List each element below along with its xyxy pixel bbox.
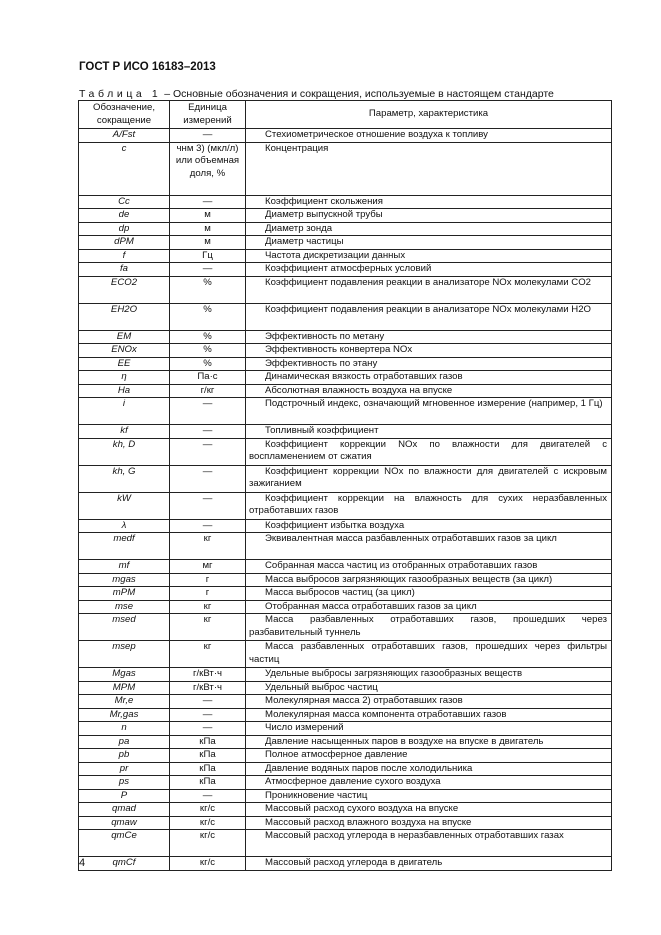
unit-cell: —	[170, 129, 246, 143]
unit-cell: %	[170, 344, 246, 358]
symbol-cell: f	[79, 249, 170, 263]
table-row	[79, 195, 612, 209]
header-unit: Единица измерений	[170, 101, 246, 129]
unit-cell: г/кВт·ч	[170, 668, 246, 682]
symbol-cell: pb	[79, 749, 170, 763]
table-row	[79, 695, 612, 709]
parameter-cell	[246, 708, 612, 722]
table-row	[79, 573, 612, 587]
parameter-text: Абсолютная влажность воздуха на впуске	[265, 384, 453, 396]
parameter-cell	[246, 425, 612, 439]
unit-cell: кПа	[170, 749, 246, 763]
parameter-text: Удельные выбросы загрязняющих газообразных веществ	[265, 668, 523, 679]
unit-cell: г	[170, 587, 246, 601]
unit-cell: м	[170, 209, 246, 223]
symbol-cell: Mgas	[79, 668, 170, 682]
symbols-table	[78, 100, 612, 871]
unit-cell: м	[170, 236, 246, 250]
table-row	[79, 209, 612, 223]
parameter-text: Число измерений	[265, 722, 344, 733]
table-row	[79, 830, 612, 857]
symbol-cell: kf	[79, 425, 170, 439]
header-parameter: Параметр, характеристика	[246, 101, 612, 129]
parameter-cell	[246, 600, 612, 614]
table-caption-prefix: Таблица 1	[79, 88, 162, 100]
parameter-cell	[246, 830, 612, 857]
parameter-cell	[246, 438, 612, 465]
parameter-cell	[246, 398, 612, 425]
unit-cell: кПа	[170, 762, 246, 776]
table-row	[79, 357, 612, 371]
parameter-cell	[246, 236, 612, 250]
symbol-cell: pr	[79, 762, 170, 776]
unit-cell: чнм 3) (мкл/л) или объемная доля, %	[170, 142, 246, 195]
parameter-cell	[246, 263, 612, 277]
parameter-cell	[246, 330, 612, 344]
parameter-text: Коэффициент избытка воздуха	[265, 519, 405, 531]
table-row	[79, 641, 612, 668]
parameter-text: Концентрация	[265, 142, 329, 154]
symbol-cell: ENOx	[79, 344, 170, 358]
parameter-cell	[246, 303, 612, 330]
unit-cell: кПа	[170, 735, 246, 749]
unit-cell: %	[170, 276, 246, 303]
unit-cell: —	[170, 789, 246, 803]
symbol-cell: qmaw	[79, 816, 170, 830]
symbol-cell: pa	[79, 735, 170, 749]
symbol-cell: A/Fst	[79, 129, 170, 143]
parameter-text: Молекулярная масса 2) отработавших газов	[265, 695, 463, 706]
parameter-cell	[246, 695, 612, 709]
parameter-text: Коэффициент подавления реакции в анализаторе NOx молекулами H2O	[265, 303, 592, 315]
unit-cell: кг	[170, 600, 246, 614]
table-row	[79, 735, 612, 749]
parameter-cell	[246, 641, 612, 668]
parameter-cell	[246, 384, 612, 398]
table-row	[79, 249, 612, 263]
document-header: ГОСТ Р ИСО 16183–2013	[79, 61, 216, 73]
table-row	[79, 533, 612, 560]
table-row	[79, 668, 612, 682]
unit-cell: —	[170, 195, 246, 209]
unit-cell: —	[170, 398, 246, 425]
table-row	[79, 142, 612, 195]
parameter-cell	[246, 762, 612, 776]
table-row	[79, 371, 612, 385]
symbol-cell: medf	[79, 533, 170, 560]
parameter-cell	[246, 587, 612, 601]
table-row	[79, 560, 612, 574]
table-row	[79, 398, 612, 425]
unit-cell: г/кг	[170, 384, 246, 398]
symbol-cell: mgas	[79, 573, 170, 587]
parameter-text: Масса разбавленных отработавших газов, прошедших через разбавительный туннель	[249, 614, 607, 638]
symbol-cell: dp	[79, 222, 170, 236]
symbol-cell: qmCe	[79, 830, 170, 857]
parameter-cell	[246, 519, 612, 533]
parameter-cell	[246, 142, 612, 195]
parameter-text: Массовый расход углерода в неразбавленных отработавших газах	[265, 830, 564, 841]
symbol-cell: mPM	[79, 587, 170, 601]
parameter-cell	[246, 573, 612, 587]
parameter-text: Массовый расход сухого воздуха на впуске	[265, 803, 459, 814]
parameter-cell	[246, 776, 612, 790]
symbol-cell: dPM	[79, 236, 170, 250]
parameter-cell	[246, 222, 612, 236]
parameter-cell	[246, 857, 612, 871]
symbol-cell: n	[79, 722, 170, 736]
unit-cell: кг/с	[170, 803, 246, 817]
symbol-cell: MPM	[79, 681, 170, 695]
unit-cell: Гц	[170, 249, 246, 263]
unit-cell: кг/с	[170, 816, 246, 830]
parameter-text: Стехиометрическое отношение воздуха к топливу	[265, 129, 488, 140]
unit-cell: —	[170, 722, 246, 736]
table-row	[79, 263, 612, 277]
symbol-cell: Ha	[79, 384, 170, 398]
symbol-cell: mf	[79, 560, 170, 574]
symbol-cell: c	[79, 142, 170, 195]
parameter-text: Атмосферное давление сухого воздуха	[265, 776, 441, 787]
parameter-cell	[246, 276, 612, 303]
table-row	[79, 384, 612, 398]
table-row	[79, 857, 612, 871]
unit-cell: %	[170, 330, 246, 344]
table-row	[79, 519, 612, 533]
unit-cell: —	[170, 263, 246, 277]
parameter-text: Диаметр зонда	[265, 222, 333, 234]
unit-cell: —	[170, 695, 246, 709]
symbol-cell: kW	[79, 492, 170, 519]
symbol-cell: qmad	[79, 803, 170, 817]
parameter-cell	[246, 668, 612, 682]
unit-cell: кг/с	[170, 857, 246, 871]
symbol-cell: msed	[79, 614, 170, 641]
table-row	[79, 276, 612, 303]
table-row	[79, 776, 612, 790]
parameter-text: Коэффициент коррекции на влажность для сухих неразбавленных отработавших газов	[249, 492, 607, 516]
parameter-cell	[246, 249, 612, 263]
table-row	[79, 681, 612, 695]
symbol-cell: ECO2	[79, 276, 170, 303]
unit-cell: кг	[170, 533, 246, 560]
parameter-text: Эффективность по метану	[265, 330, 385, 342]
parameter-text: Коэффициент коррекции NOx по влажности для двигателей с искровым зажиганием	[249, 465, 607, 489]
table-row	[79, 789, 612, 803]
parameter-text: Эффективность по этану	[265, 357, 378, 369]
parameter-text: Коэффициент коррекции NOx по влажности для двигателей с воспламенением от сжатия	[249, 438, 607, 462]
symbol-cell: i	[79, 398, 170, 425]
symbol-cell: EM	[79, 330, 170, 344]
table-row	[79, 303, 612, 330]
unit-cell: мг	[170, 560, 246, 574]
table-caption-text: – Основные обозначения и сокращения, используемые в настоящем стандарте	[161, 88, 554, 100]
parameter-cell	[246, 816, 612, 830]
parameter-text: Давление насыщенных паров в воздухе на впуске в двигатель	[265, 735, 544, 747]
unit-cell: Па·с	[170, 371, 246, 385]
parameter-text: Масса разбавленных отработавших газов, прошедших через фильтры частиц	[249, 641, 607, 665]
parameter-text: Коэффициент атмосферных условий	[265, 263, 432, 274]
parameter-text: Подстрочный индекс, означающий мгновенное измерение (например, 1 Гц)	[265, 398, 603, 409]
table-row	[79, 803, 612, 817]
unit-cell: —	[170, 519, 246, 533]
parameter-text: Удельный выброс частиц	[265, 681, 378, 693]
symbol-cell: msep	[79, 641, 170, 668]
parameter-text: Масса выбросов загрязняющих газообразных веществ (за цикл)	[265, 573, 553, 585]
parameter-text: Масса выбросов частиц (за цикл)	[265, 587, 415, 598]
parameter-text: Диаметр выпускной трубы	[265, 209, 383, 220]
parameter-text: Эффективность конвертера NOx	[265, 344, 413, 355]
parameter-text: Частота дискретизации данных	[265, 249, 406, 261]
unit-cell: —	[170, 465, 246, 492]
parameter-text: Коэффициент подавления реакции в анализаторе NOx молекулами CO2	[265, 276, 592, 288]
table-row	[79, 722, 612, 736]
parameter-text: Динамическая вязкость отработавших газов	[265, 371, 463, 382]
table-row	[79, 222, 612, 236]
parameter-text: Эквивалентная масса разбавленных отработавших газов за цикл	[265, 533, 557, 544]
parameter-cell	[246, 371, 612, 385]
parameter-cell	[246, 681, 612, 695]
table-row	[79, 749, 612, 763]
parameter-text: Диаметр частицы	[265, 236, 344, 247]
symbol-cell: λ	[79, 519, 170, 533]
parameter-cell	[246, 209, 612, 223]
symbol-cell: fa	[79, 263, 170, 277]
table-row	[79, 708, 612, 722]
unit-cell: %	[170, 357, 246, 371]
parameter-cell	[246, 789, 612, 803]
table-row	[79, 762, 612, 776]
parameter-cell	[246, 614, 612, 641]
parameter-cell	[246, 465, 612, 492]
unit-cell: кг	[170, 614, 246, 641]
parameter-text: Отобранная масса отработавших газов за цикл	[265, 600, 477, 612]
table-row	[79, 492, 612, 519]
symbol-cell: EE	[79, 357, 170, 371]
table-row	[79, 614, 612, 641]
parameter-text: Полное атмосферное давление	[265, 749, 408, 760]
page-number: 4	[79, 857, 86, 869]
parameter-cell	[246, 129, 612, 143]
table-row	[79, 438, 612, 465]
table-row	[79, 425, 612, 439]
symbol-cell: qmCf	[79, 857, 170, 871]
table-row	[79, 330, 612, 344]
table-row	[79, 344, 612, 358]
table-caption	[79, 88, 554, 100]
parameter-text: Топливный коэффициент	[265, 425, 379, 436]
table-row	[79, 236, 612, 250]
parameter-cell	[246, 357, 612, 371]
unit-cell: м	[170, 222, 246, 236]
symbol-cell: η	[79, 371, 170, 385]
unit-cell: —	[170, 438, 246, 465]
unit-cell: —	[170, 708, 246, 722]
table-body	[79, 129, 612, 871]
symbol-cell: kh, G	[79, 465, 170, 492]
table-row	[79, 129, 612, 143]
unit-cell: кг	[170, 641, 246, 668]
symbol-cell: de	[79, 209, 170, 223]
table-row	[79, 587, 612, 601]
parameter-cell	[246, 533, 612, 560]
header-symbol: Обозначение, сокращение	[79, 101, 170, 129]
parameter-text: Собранная масса частиц из отобранных отработавших газов	[265, 560, 538, 571]
symbol-cell: ps	[79, 776, 170, 790]
parameter-text: Массовый расход влажного воздуха на впуске	[265, 816, 472, 828]
parameter-text: Коэффициент скольжения	[265, 195, 383, 207]
parameter-cell	[246, 344, 612, 358]
parameter-text: Массовый расход углерода в двигатель	[265, 857, 443, 868]
parameter-text: Давление водяных паров после холодильника	[265, 762, 473, 774]
parameter-cell	[246, 722, 612, 736]
parameter-cell	[246, 195, 612, 209]
table-row	[79, 816, 612, 830]
symbol-cell: P	[79, 789, 170, 803]
parameter-cell	[246, 749, 612, 763]
unit-cell: г/кВт·ч	[170, 681, 246, 695]
table-row	[79, 465, 612, 492]
symbol-cell: Mr,gas	[79, 708, 170, 722]
symbol-cell: mse	[79, 600, 170, 614]
symbol-cell: kh, D	[79, 438, 170, 465]
parameter-cell	[246, 803, 612, 817]
unit-cell: —	[170, 492, 246, 519]
parameter-cell	[246, 492, 612, 519]
symbol-cell: Cc	[79, 195, 170, 209]
unit-cell: —	[170, 425, 246, 439]
unit-cell: г	[170, 573, 246, 587]
symbol-cell: EH2O	[79, 303, 170, 330]
parameter-cell	[246, 735, 612, 749]
table-row	[79, 600, 612, 614]
unit-cell: кПа	[170, 776, 246, 790]
parameter-cell	[246, 560, 612, 574]
symbol-cell: Mr,e	[79, 695, 170, 709]
table-header-row	[79, 101, 612, 129]
parameter-text: Молекулярная масса компонента отработавших газов	[265, 708, 507, 720]
parameter-text: Проникновение частиц	[265, 789, 368, 801]
unit-cell: кг/с	[170, 830, 246, 857]
unit-cell: %	[170, 303, 246, 330]
